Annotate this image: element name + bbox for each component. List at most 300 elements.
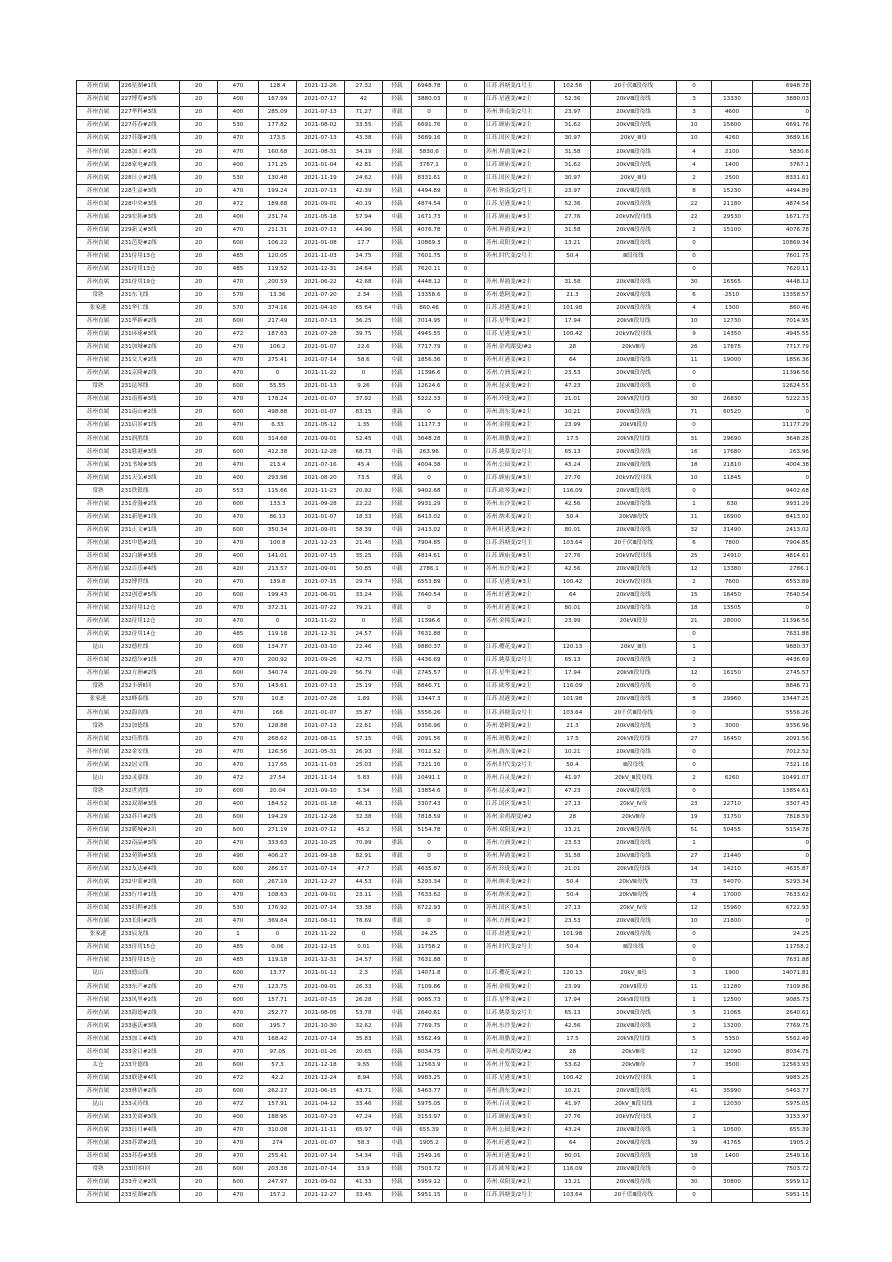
cell-pending-capacity <box>712 1163 753 1176</box>
cell-line-name: 232创意#5线 <box>120 589 180 602</box>
cell-max-load: 106.22 <box>259 237 297 250</box>
cell-substation-transformer: 苏州.时代变/2号主 <box>485 942 555 955</box>
cell-load-rate: 82.91 <box>345 850 383 863</box>
cell-reserved-capacity: 0 <box>447 811 485 824</box>
cell-remaining-capacity: 655.39 <box>753 1124 811 1137</box>
cell-max-load: 195.7 <box>259 1020 297 1033</box>
cell-load-rate: 36.25 <box>345 315 383 328</box>
cell-pending-capacity <box>712 785 753 798</box>
cell-available-capacity: 7503.72 <box>412 1163 447 1176</box>
cell-max-load-date: 2021-05-12 <box>297 420 345 433</box>
cell-substation-transformer: 江苏.星华变/#2主 <box>485 994 555 1007</box>
cell-rated-capacity: 472 <box>218 1072 259 1085</box>
cell-load-status: 轻载 <box>383 511 412 524</box>
cell-load-rate: 54.34 <box>345 1150 383 1163</box>
cell-load-status: 轻载 <box>383 942 412 955</box>
cell-substation-transformer: 江苏.国区变/#3主 <box>485 798 555 811</box>
cell-max-load-date: 2021-04-12 <box>297 1098 345 1111</box>
cell-pending-capacity: 1300 <box>712 302 753 315</box>
cell-line-name: 233美商#3线 <box>120 1111 180 1124</box>
cell-available-capacity: 11177.3 <box>412 420 447 433</box>
cell-remaining-capacity: 7631.88 <box>753 955 811 968</box>
cell-rated-capacity: 472 <box>218 772 259 785</box>
cell-load-rate: 22.46 <box>345 642 383 655</box>
cell-reserved-capacity: 0 <box>447 1163 485 1176</box>
cell-max-load: 13.36 <box>259 289 297 302</box>
cell-max-load-date: 2021-11-22 <box>297 929 345 942</box>
cell-bus-segment: 20kVⅡ段母线 <box>591 433 677 446</box>
cell-voltage: 20 <box>180 981 218 994</box>
cell-load-status: 轻载 <box>383 759 412 772</box>
cell-load-status: 轻载 <box>383 863 412 876</box>
cell-bus-segment: 20kV_Ⅳ母 <box>591 798 677 811</box>
cell-line-name: 233凤里#2线 <box>120 994 180 1007</box>
cell-pending-capacity: 3500 <box>712 1059 753 1072</box>
cell-region: 苏州直属 <box>77 133 120 146</box>
cell-pending-projects: 4 <box>677 159 712 172</box>
cell-rated-capacity: 470 <box>218 420 259 433</box>
cell-transformer-load-rate: 50.4 <box>555 250 591 263</box>
cell-region: 苏州直属 <box>77 811 120 824</box>
cell-max-load: 0 <box>259 615 297 628</box>
cell-substation-transformer: 江苏.姚慕变/2号主 <box>485 446 555 459</box>
cell-pending-capacity <box>712 485 753 498</box>
cell-available-capacity: 9402.68 <box>412 485 447 498</box>
cell-max-load-date: 2021-07-14 <box>297 1150 345 1163</box>
cell-bus-segment: 20kVⅡ段母 <box>591 615 677 628</box>
table-row <box>77 1020 811 1033</box>
cell-remaining-capacity: 2640.61 <box>753 1007 811 1020</box>
cell-pending-projects: 15 <box>677 589 712 602</box>
cell-bus-segment: Ⅲ段母线 <box>591 759 677 772</box>
cell-bus-segment: 20千伏Ⅲ段母线 <box>591 707 677 720</box>
table-row <box>77 720 811 733</box>
cell-reserved-capacity: 0 <box>447 1137 485 1150</box>
cell-rated-capacity: 470 <box>218 981 259 994</box>
cell-line-name: 233德山线 <box>120 968 180 981</box>
table-row <box>77 537 811 550</box>
cell-load-status: 轻载 <box>383 707 412 720</box>
cell-substation-transformer: 江苏.顾庙变/#3主 <box>485 211 555 224</box>
cell-pending-projects: 27 <box>677 733 712 746</box>
cell-line-name: 233待用15仓 <box>120 942 180 955</box>
cell-max-load-date: 2021-01-07 <box>297 341 345 354</box>
cell-load-status: 轻载 <box>383 1163 412 1176</box>
cell-reserved-capacity: 0 <box>447 1098 485 1111</box>
cell-load-rate: 22.22 <box>345 498 383 511</box>
cell-region: 苏州直属 <box>77 1137 120 1150</box>
cell-substation-transformer: 苏州.旺港变/#2主 <box>485 354 555 367</box>
table-row <box>77 850 811 863</box>
cell-remaining-capacity: 4436.69 <box>753 655 811 668</box>
cell-line-name: 233辰龙线 <box>120 929 180 942</box>
cell-reserved-capacity: 0 <box>447 146 485 159</box>
cell-bus-segment: 20kVⅢ段母线 <box>591 237 677 250</box>
cell-line-name: 233海德#2线 <box>120 1007 180 1020</box>
cell-load-status: 轻载 <box>383 968 412 981</box>
cell-pending-capacity <box>712 707 753 720</box>
cell-line-name: 228加工#2线 <box>120 146 180 159</box>
cell-pending-capacity <box>712 420 753 433</box>
cell-line-name: 233苏春#3线 <box>120 1150 180 1163</box>
cell-transformer-load-rate: 47.23 <box>555 785 591 798</box>
cell-max-load-date: 2021-07-14 <box>297 902 345 915</box>
cell-voltage: 20 <box>180 1072 218 1085</box>
cell-transformer-load-rate: 23.99 <box>555 420 591 433</box>
cell-available-capacity: 7620.11 <box>412 263 447 276</box>
cell-rated-capacity: 600 <box>218 824 259 837</box>
cell-bus-segment: 20kVⅢ段母线 <box>591 916 677 929</box>
cell-max-load: 211.31 <box>259 224 297 237</box>
cell-pending-capacity: 1900 <box>712 968 753 981</box>
cell-substation-transformer: 苏州.时代变/2号主 <box>485 759 555 772</box>
cell-max-load: 171.25 <box>259 159 297 172</box>
cell-region: 苏州直属 <box>77 394 120 407</box>
cell-rated-capacity: 485 <box>218 628 259 641</box>
cell-pending-capacity: 12090 <box>712 1046 753 1059</box>
cell-pending-projects: 10 <box>677 133 712 146</box>
cell-transformer-load-rate: 31.58 <box>555 146 591 159</box>
cell-bus-segment <box>591 955 677 968</box>
cell-transformer-load-rate: 17.94 <box>555 315 591 328</box>
cell-line-name: 232待用14仓 <box>120 628 180 641</box>
cell-substation-transformer: 江苏.星港变/#3主 <box>485 328 555 341</box>
cell-pending-projects: 0 <box>677 942 712 955</box>
cell-available-capacity: 0 <box>412 407 447 420</box>
cell-reserved-capacity: 0 <box>447 955 485 968</box>
cell-bus-segment: 20kVⅢ段母线 <box>591 485 677 498</box>
table-row <box>77 929 811 942</box>
cell-max-load-date: 2021-09-28 <box>297 498 345 511</box>
cell-bus-segment: 20kVⅢ母 <box>591 1046 677 1059</box>
cell-substation-transformer: 苏州.双阳变/#2主 <box>485 237 555 250</box>
cell-available-capacity: 3689.16 <box>412 133 447 146</box>
table-row <box>77 733 811 746</box>
cell-transformer-load-rate: 116.09 <box>555 485 591 498</box>
table-row <box>77 916 811 929</box>
cell-remaining-capacity: 9880.37 <box>753 642 811 655</box>
cell-substation-transformer: 苏州.公园变/#2主 <box>485 1124 555 1137</box>
table-row <box>77 276 811 289</box>
cell-reserved-capacity: 0 <box>447 94 485 107</box>
cell-pending-projects: 30 <box>677 394 712 407</box>
cell-load-status: 轻载 <box>383 263 412 276</box>
cell-rated-capacity: 600 <box>218 968 259 981</box>
cell-available-capacity: 10491.1 <box>412 772 447 785</box>
cell-max-load-date: 2021-07-14 <box>297 1163 345 1176</box>
cell-region: 苏州直属 <box>77 563 120 576</box>
table-row <box>77 1098 811 1111</box>
cell-pending-capacity: 50455 <box>712 824 753 837</box>
cell-max-load: 310.08 <box>259 1124 297 1137</box>
cell-load-rate: 58.3 <box>345 1137 383 1150</box>
table-row <box>77 472 811 485</box>
cell-rated-capacity: 470 <box>218 133 259 146</box>
cell-voltage: 20 <box>180 485 218 498</box>
cell-max-load-date: 2021-01-12 <box>297 968 345 981</box>
cell-transformer-load-rate: 10.21 <box>555 407 591 420</box>
cell-rated-capacity: 470 <box>218 733 259 746</box>
cell-pending-capacity: 2510 <box>712 289 753 302</box>
cell-voltage: 20 <box>180 942 218 955</box>
cell-load-status: 轻载 <box>383 94 412 107</box>
cell-bus-segment: 20kV_Ⅳ母 <box>591 902 677 915</box>
cell-voltage: 20 <box>180 550 218 563</box>
cell-bus-segment: 20kVⅢ段母线 <box>591 185 677 198</box>
cell-pending-projects: 3 <box>677 94 712 107</box>
cell-max-load: 139.8 <box>259 576 297 589</box>
cell-bus-segment: 20kVⅡ段母线 <box>591 1033 677 1046</box>
cell-substation-transformer: 苏州.润东变/#2主 <box>485 746 555 759</box>
cell-region: 常熟 <box>77 720 120 733</box>
cell-load-rate: 33.45 <box>345 1189 383 1202</box>
cell-pending-capacity: 10500 <box>712 1124 753 1137</box>
cell-transformer-load-rate: 42.56 <box>555 563 591 576</box>
cell-pending-capacity: 35990 <box>712 1085 753 1098</box>
cell-pending-capacity: 7800 <box>712 537 753 550</box>
cell-remaining-capacity: 860.46 <box>753 302 811 315</box>
cell-remaining-capacity: 4945.55 <box>753 328 811 341</box>
cell-available-capacity: 1856.36 <box>412 354 447 367</box>
cell-transformer-load-rate: 101.98 <box>555 929 591 942</box>
cell-load-rate: 3.34 <box>345 785 383 798</box>
cell-load-status: 轻载 <box>383 224 412 237</box>
table-row <box>77 655 811 668</box>
cell-max-load-date: 2021-09-10 <box>297 785 345 798</box>
table-row <box>77 589 811 602</box>
cell-load-rate: 27.32 <box>345 81 383 94</box>
cell-reserved-capacity: 0 <box>447 746 485 759</box>
cell-max-load-date: 2021-08-05 <box>297 1007 345 1020</box>
cell-substation-transformer: 苏州.钟南变/2号主 <box>485 185 555 198</box>
cell-rated-capacity: 472 <box>218 1098 259 1111</box>
cell-pending-capacity: 41765 <box>712 1137 753 1150</box>
cell-pending-capacity <box>712 746 753 759</box>
cell-bus-segment: 20kVⅢ段母线 <box>591 302 677 315</box>
cell-substation-transformer: 苏州.纳米变/#2主 <box>485 511 555 524</box>
cell-load-rate: 35.25 <box>345 550 383 563</box>
cell-max-load: 213.57 <box>259 563 297 576</box>
cell-available-capacity: 12563.9 <box>412 1059 447 1072</box>
cell-line-name: 231天弘#3线 <box>120 472 180 485</box>
cell-load-status: 轻载 <box>383 250 412 263</box>
cell-line-name: 232苏月#2线 <box>120 811 180 824</box>
cell-load-rate: 33.24 <box>345 589 383 602</box>
cell-pending-capacity: 21800 <box>712 916 753 929</box>
cell-region: 苏州直属 <box>77 668 120 681</box>
cell-line-name: 233苏谭#2线 <box>120 1137 180 1150</box>
cell-line-name: 231南山#2线 <box>120 407 180 420</box>
cell-voltage: 20 <box>180 916 218 929</box>
cell-load-status: 轻载 <box>383 550 412 563</box>
cell-load-status: 轻载 <box>383 1176 412 1189</box>
cell-remaining-capacity: 7503.72 <box>753 1163 811 1176</box>
cell-reserved-capacity: 0 <box>447 1007 485 1020</box>
cell-rated-capacity: 470 <box>218 146 259 159</box>
cell-available-capacity: 14071.8 <box>412 968 447 981</box>
cell-rated-capacity: 600 <box>218 1176 259 1189</box>
cell-voltage: 20 <box>180 1111 218 1124</box>
cell-transformer-load-rate: 27.76 <box>555 1111 591 1124</box>
cell-transformer-load-rate: 103.64 <box>555 537 591 550</box>
cell-voltage: 20 <box>180 850 218 863</box>
cell-pending-projects: 1 <box>677 994 712 1007</box>
cell-bus-segment: 20kVⅢ段母线 <box>591 746 677 759</box>
cell-reserved-capacity: 0 <box>447 1072 485 1085</box>
cell-voltage: 20 <box>180 537 218 550</box>
cell-remaining-capacity: 5959.12 <box>753 1176 811 1189</box>
cell-available-capacity: 4076.78 <box>412 224 447 237</box>
cell-transformer-load-rate: 17.94 <box>555 668 591 681</box>
cell-voltage: 20 <box>180 655 218 668</box>
cell-line-name: 233归程#2线 <box>120 902 180 915</box>
cell-reserved-capacity: 0 <box>447 289 485 302</box>
cell-line-name: 233惠氏#3线 <box>120 1020 180 1033</box>
cell-bus-segment: 20kVⅢ段母线 <box>591 1176 677 1189</box>
cell-line-name: 232加德线 <box>120 720 180 733</box>
cell-load-status: 重载 <box>383 107 412 120</box>
cell-voltage: 20 <box>180 902 218 915</box>
table-row <box>77 902 811 915</box>
cell-pending-capacity: 12730 <box>712 315 753 328</box>
cell-available-capacity: 5463.77 <box>412 1085 447 1098</box>
load-data-table <box>76 80 811 1203</box>
cell-bus-segment: 20千伏Ⅲ段母线 <box>591 1189 677 1202</box>
cell-bus-segment: 20kV_Ⅲ段母线 <box>591 772 677 785</box>
cell-line-name: 231加城#2线 <box>120 341 180 354</box>
cell-reserved-capacity: 0 <box>447 929 485 942</box>
cell-substation-transformer: 江苏.樱花变/#2主 <box>485 642 555 655</box>
cell-load-status: 重载 <box>383 850 412 863</box>
cell-pending-capacity <box>712 759 753 772</box>
cell-max-load: 0 <box>259 368 297 381</box>
cell-max-load-date: 2021-01-04 <box>297 159 345 172</box>
cell-load-rate: 42.68 <box>345 276 383 289</box>
cell-pending-capacity: 2500 <box>712 172 753 185</box>
cell-max-load: 126.56 <box>259 746 297 759</box>
cell-remaining-capacity: 7904.85 <box>753 537 811 550</box>
cell-max-load: 189.68 <box>259 198 297 211</box>
cell-transformer-load-rate: 23.53 <box>555 916 591 929</box>
cell-max-load: 178.24 <box>259 394 297 407</box>
cell-bus-segment: 20kVⅢ段母线 <box>591 1124 677 1137</box>
cell-rated-capacity: 470 <box>218 837 259 850</box>
cell-pending-capacity <box>712 1072 753 1085</box>
cell-load-rate: 0.01 <box>345 942 383 955</box>
cell-pending-projects: 0 <box>677 263 712 276</box>
cell-transformer-load-rate: 31.58 <box>555 276 591 289</box>
cell-transformer-load-rate: 23.99 <box>555 615 591 628</box>
cell-substation-transformer: 江苏.斜塘变/2号主 <box>485 707 555 720</box>
cell-load-rate: 41.33 <box>345 1176 383 1189</box>
cell-line-name: 231昆琴线 <box>120 381 180 394</box>
cell-transformer-load-rate: 101.98 <box>555 694 591 707</box>
cell-line-name: 233田零Ⅰ回 <box>120 1163 180 1176</box>
cell-voltage: 20 <box>180 159 218 172</box>
cell-line-name: 233齐文#2线 <box>120 1176 180 1189</box>
cell-pending-capacity: 21180 <box>712 198 753 211</box>
cell-max-load-date: 2021-11-23 <box>297 485 345 498</box>
cell-pending-projects: 12 <box>677 563 712 576</box>
cell-remaining-capacity: 3880.03 <box>753 94 811 107</box>
cell-max-load: 262.27 <box>259 1085 297 1098</box>
cell-voltage: 20 <box>180 237 218 250</box>
cell-substation-transformer: 江苏.顾庙变/#2主 <box>485 120 555 133</box>
cell-load-status: 重载 <box>383 602 412 615</box>
cell-pending-projects: 0 <box>677 381 712 394</box>
cell-reserved-capacity: 0 <box>447 785 485 798</box>
cell-voltage: 20 <box>180 772 218 785</box>
cell-voltage: 20 <box>180 263 218 276</box>
cell-transformer-load-rate: 13.21 <box>555 824 591 837</box>
cell-load-rate: 8.94 <box>345 1072 383 1085</box>
cell-region: 苏州直属 <box>77 263 120 276</box>
cell-load-status: 轻载 <box>383 824 412 837</box>
cell-bus-segment: 20kVⅢ段母线 <box>591 824 677 837</box>
cell-voltage: 20 <box>180 368 218 381</box>
cell-bus-segment: 20kV_Ⅲ母 <box>591 968 677 981</box>
cell-bus-segment: 20kVⅢ段母线 <box>591 107 677 120</box>
cell-transformer-load-rate: 65.13 <box>555 655 591 668</box>
table-row <box>77 1124 811 1137</box>
cell-line-name: 228中央#3线 <box>120 198 180 211</box>
cell-reserved-capacity: 0 <box>447 472 485 485</box>
cell-pending-projects: 51 <box>677 824 712 837</box>
cell-max-load: 167.99 <box>259 94 297 107</box>
cell-remaining-capacity: 7601.75 <box>753 250 811 263</box>
cell-line-name: 231环球#3线 <box>120 328 180 341</box>
cell-load-status: 轻载 <box>383 681 412 694</box>
cell-region: 苏州直属 <box>77 550 120 563</box>
cell-load-rate: 24.57 <box>345 955 383 968</box>
cell-region: 昆山 <box>77 642 120 655</box>
table-row <box>77 446 811 459</box>
cell-rated-capacity: 420 <box>218 563 259 576</box>
cell-voltage: 20 <box>180 354 218 367</box>
cell-max-load: 143.61 <box>259 681 297 694</box>
cell-load-status: 轻载 <box>383 929 412 942</box>
cell-pending-capacity: 22710 <box>712 798 753 811</box>
cell-load-status: 中载 <box>383 211 412 224</box>
cell-load-rate: 56.79 <box>345 668 383 681</box>
cell-available-capacity: 3767.1 <box>412 159 447 172</box>
cell-remaining-capacity: 1856.36 <box>753 354 811 367</box>
cell-pending-projects: 14 <box>677 863 712 876</box>
cell-transformer-load-rate: 31.62 <box>555 120 591 133</box>
cell-available-capacity: 2091.56 <box>412 733 447 746</box>
cell-line-name: 231交大#2线 <box>120 354 180 367</box>
cell-available-capacity: 0 <box>412 916 447 929</box>
cell-max-load: 176.92 <box>259 902 297 915</box>
table-row <box>77 1189 811 1202</box>
cell-rated-capacity: 600 <box>218 1059 259 1072</box>
cell-region: 张家港 <box>77 694 120 707</box>
cell-region: 常熟 <box>77 289 120 302</box>
cell-available-capacity: 7109.86 <box>412 981 447 994</box>
cell-pending-projects: 1 <box>677 642 712 655</box>
cell-pending-capacity: 17875 <box>712 341 753 354</box>
cell-rated-capacity: 600 <box>218 1163 259 1176</box>
cell-rated-capacity: 470 <box>218 602 259 615</box>
cell-load-rate: 47.7 <box>345 863 383 876</box>
cell-transformer-load-rate: 41.97 <box>555 772 591 785</box>
cell-bus-segment: 20kVⅢ段母线 <box>591 289 677 302</box>
cell-rated-capacity: 470 <box>218 394 259 407</box>
cell-substation-transformer: 苏州.旺港变/#2主 <box>485 1150 555 1163</box>
cell-voltage: 20 <box>180 1150 218 1163</box>
cell-rated-capacity: 400 <box>218 798 259 811</box>
cell-region: 苏州直属 <box>77 498 120 511</box>
